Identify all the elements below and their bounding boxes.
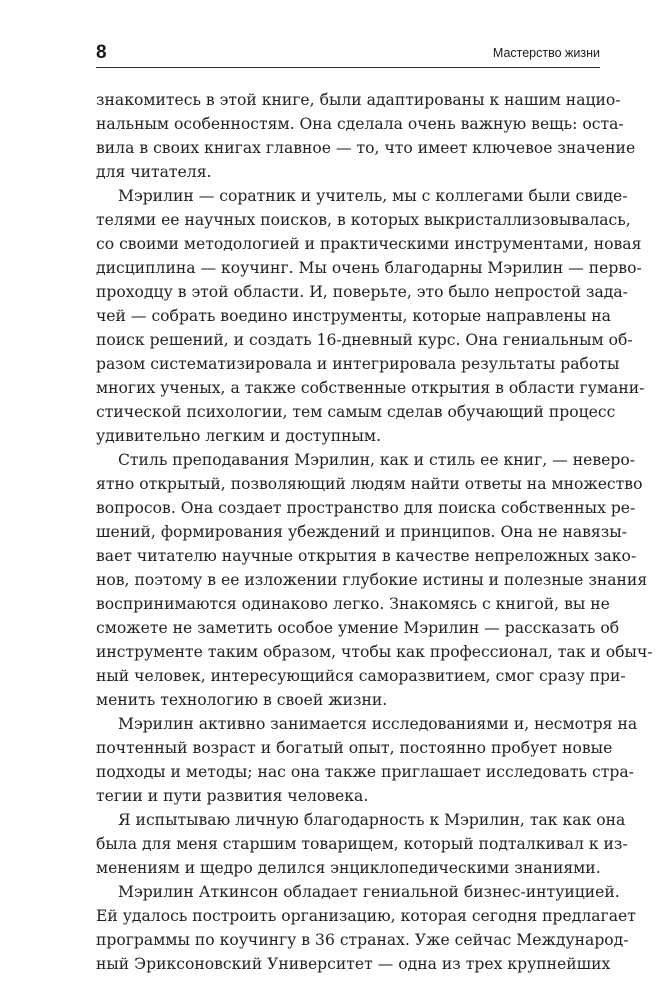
text-line: менениям и щедро делился энциклопедическими знаниями. (96, 859, 601, 877)
running-title: Мастерство жизни (492, 46, 600, 60)
paragraph (96, 880, 636, 976)
paragraph (96, 88, 636, 184)
text-line: нов, поэтому в ее изложении глубокие истины и полезные знания (96, 571, 648, 589)
text-line: многих ученых, а также собственные открытия в области гумани- (96, 379, 645, 397)
text-line: вает читателю научные открытия в качестве непреложных зако- (96, 547, 637, 565)
text-line: ный Эриксоновский Университет — одна из трех крупнейших (96, 955, 611, 973)
header-divider (96, 67, 600, 68)
paragraph (96, 808, 628, 880)
text-line: была для меня старшим товарищем, который подталкивал к из- (96, 835, 628, 853)
text-line: ятно открытый, позволяющий людям найти ответы на множество (96, 475, 643, 493)
page-header (96, 40, 600, 70)
paragraph (96, 184, 645, 448)
text-line: со своими методологией и практическими инструментами, новая (96, 235, 642, 253)
text-line: менить технологию в своей жизни. (96, 691, 388, 709)
text-line: почтенный возраст и богатый опыт, постоянно пробует новые (96, 739, 613, 757)
text-line: воспринимаются одинаково легко. Знакомясь с книгой, вы не (96, 595, 610, 613)
text-line: программы по коучингу в 36 странах. Уже сейчас Международ- (96, 931, 629, 949)
text-line: разом систематизировала и интегрировала результаты работы (96, 355, 620, 373)
text-line: знакомитесь в этой книге, были адаптированы к нашим нацио- (96, 91, 621, 109)
body-text (96, 88, 653, 976)
text-line: поиск решений, и создать 16-дневный курс. Она гениальным об- (96, 331, 633, 349)
text-line: Я испытываю личную благодарность к Мэрилин, так как она (118, 811, 626, 829)
paragraph (96, 448, 653, 712)
text-line: проходцу в этой области. И, поверьте, это было непростой зада- (96, 283, 628, 301)
page-number: 8 (96, 42, 107, 63)
text-line: Мэрилин активно занимается исследованиями и, несмотря на (118, 715, 638, 733)
text-line: Ей удалось построить организацию, которая сегодня предлагает (96, 907, 636, 925)
text-line: удивительно легким и доступным. (96, 427, 382, 445)
text-line: сможете не заметить особое умение Мэрилин — рассказать об (96, 619, 620, 637)
paragraph (96, 712, 638, 808)
text-line: Мэрилин — соратник и учитель, мы с коллегами были свиде- (118, 187, 628, 205)
text-line: для читателя. (96, 163, 212, 181)
text-line: дисциплина — коучинг. Мы очень благодарны Мэрилин — перво- (96, 259, 642, 277)
text-line: телями ее научных поисков, в которых выкристаллизовывалась, (96, 211, 631, 229)
text-line: нальным особенностям. Она сделала очень важную вещь: оста- (96, 115, 624, 133)
text-line: Мэрилин Аткинсон обладает гениальной бизнес-интуицией. (118, 883, 620, 901)
text-line: подходы и методы; нас она также приглашает исследовать стра- (96, 763, 634, 781)
text-line: чей — собрать воедино инструменты, которые направлены на (96, 307, 611, 325)
text-line: вопросов. Она создает пространство для поиска собственных ре- (96, 499, 636, 517)
text-line: инструменте таким образом, чтобы как профессионал, так и обыч- (96, 643, 653, 661)
text-line: тегии и пути развития человека. (96, 787, 369, 805)
text-line: стической психологии, тем самым сделав обучающий процесс (96, 403, 616, 421)
text-line: шений, формирования убеждений и принципов. Она не навязы- (96, 523, 627, 541)
text-line: вила в своих книгах главное — то, что имеет ключевое значение (96, 139, 636, 157)
text-line: ный человек, интересующийся саморазвитием, смог сразу при- (96, 667, 626, 685)
text-line: Стиль преподавания Мэрилин, как и стиль ее книг, — неверо- (118, 451, 635, 469)
